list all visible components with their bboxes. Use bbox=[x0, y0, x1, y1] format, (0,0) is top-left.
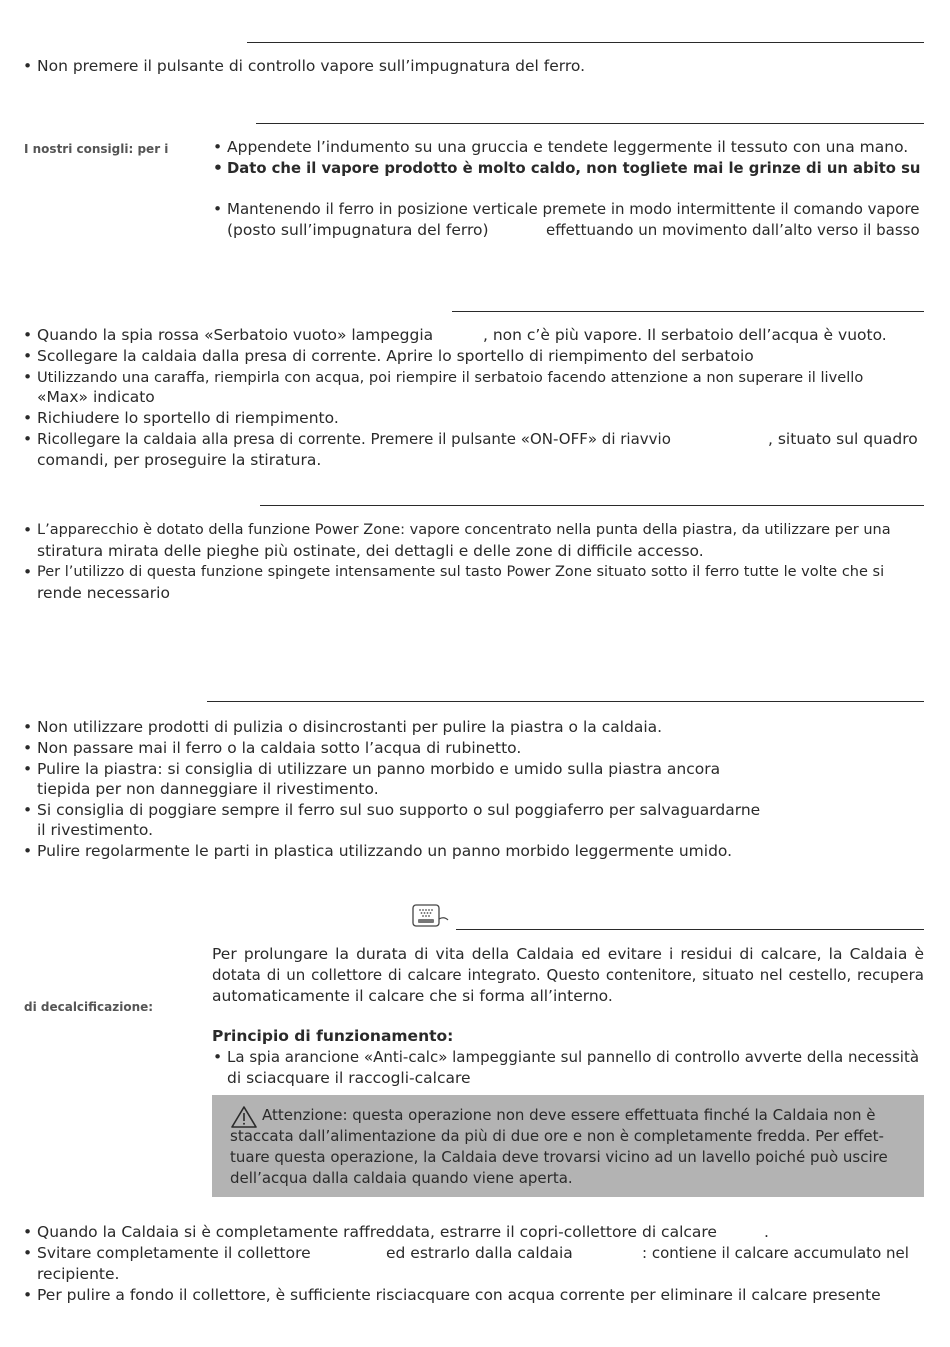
bullet: • bbox=[23, 1244, 33, 1262]
bullet: • bbox=[213, 200, 223, 218]
power-zone-bullet-2-line-1: Per l’utilizzo di questa funzione spingete intensamente sul tasto Power Zone situato sotto il ferro tutte le volte che si bbox=[37, 564, 885, 580]
bullet: • bbox=[213, 159, 223, 177]
power-zone-bullet-2-line-2: rende necessario bbox=[37, 584, 170, 602]
descale-bullet-2-line-1b: ed estrarlo dalla caldaia bbox=[386, 1244, 573, 1262]
descale-bullet-1a: Quando la Caldaia si è completamente raffreddata, estrarre il copri-collettore di calcare bbox=[37, 1223, 717, 1241]
descale-bullet-2-line-2: recipiente. bbox=[37, 1265, 120, 1283]
vertical-bullet-3-line-2a: (posto sull’impugnatura del ferro) bbox=[227, 221, 489, 239]
vertical-bullet-1: Appendete l’indumento su una gruccia e tendete leggermente il tessuto con una mano. bbox=[227, 138, 909, 156]
cleaning-bullet-4-line-1: Si consiglia di poggiare sempre il ferro sul suo supporto o sul poggiaferro per salvaguardarne bbox=[37, 801, 761, 819]
refill-bullet-1a: Quando la spia rossa «Serbatoio vuoto» lampeggia bbox=[37, 326, 434, 344]
section-rule bbox=[456, 929, 924, 930]
sidebar-label: di decalcificazione: bbox=[24, 1000, 154, 1014]
descale-bullet-2-line-1c: : contiene il calcare accumulato nel bbox=[642, 1244, 909, 1262]
refill-bullet-5-line-1b: , situato sul quadro bbox=[768, 430, 918, 448]
descale-bullet-1b: . bbox=[764, 1223, 769, 1241]
bullet: • bbox=[23, 739, 33, 757]
vertical-bullet-2: Dato che il vapore prodotto è molto caldo, non togliete mai le grinze di un abito su bbox=[227, 160, 921, 177]
bullet: • bbox=[23, 718, 33, 736]
descale-paragraph-line-1: Per prolungare la durata di vita della Caldaia ed evitare i residui di calcare, la Caldaia è bbox=[212, 945, 924, 963]
vertical-bullet-3-line-1: Mantenendo il ferro in posizione verticale premete in modo intermittente il comando vapore bbox=[227, 200, 920, 218]
refill-bullet-5-line-2: comandi, per proseguire la stiratura. bbox=[37, 451, 322, 469]
section-rule bbox=[207, 701, 924, 702]
bullet: • bbox=[23, 430, 33, 448]
steam-off-text: Non premere il pulsante di controllo vapore sull’impugnatura del ferro. bbox=[37, 57, 586, 75]
cleaning-bullet-2: Non passare mai il ferro o la caldaia sotto l’acqua di rubinetto. bbox=[37, 739, 522, 757]
descale-bullet-3: Per pulire a fondo il collettore, è sufficiente risciacquare con acqua corrente per eliminare il calcare presente bbox=[37, 1286, 881, 1304]
bullet: • bbox=[213, 1048, 223, 1066]
section-rule bbox=[247, 42, 924, 43]
refill-bullet-4: Richiudere lo sportello di riempimento. bbox=[37, 409, 339, 427]
sidebar-label: I nostri consigli: per i bbox=[24, 142, 169, 156]
bullet: • bbox=[23, 760, 33, 778]
refill-bullet-3-line-2: «Max» indicato bbox=[37, 388, 155, 406]
principle-title: Principio di funzionamento: bbox=[212, 1027, 454, 1045]
warning-line-4: dell’acqua dalla caldaia quando viene aperta. bbox=[230, 1169, 573, 1187]
cleaning-bullet-1: Non utilizzare prodotti di pulizia o disincrostanti per pulire la piastra o la caldaia. bbox=[37, 718, 663, 736]
refill-bullet-1b: , non c’è più vapore. Il serbatoio dell’acqua è vuoto. bbox=[483, 326, 887, 344]
power-zone-bullet-1-line-1: L’apparecchio è dotato della funzione Power Zone: vapore concentrato nella punta della piastra, da utilizzare per una bbox=[37, 522, 891, 538]
refill-bullet-2: Scollegare la caldaia dalla presa di corrente. Aprire lo sportello di riempimento del serbatoio bbox=[37, 347, 754, 365]
cleaning-bullet-3-line-1: Pulire la piastra: si consiglia di utilizzare un panno morbido e umido sulla piastra ancora bbox=[37, 760, 721, 778]
warning-line-1: Attenzione: questa operazione non deve essere effettuata finché la Caldaia non è bbox=[262, 1106, 876, 1124]
bullet: • bbox=[23, 57, 33, 75]
descale-bullet-2-line-1a: Svitare completamente il collettore bbox=[37, 1244, 311, 1262]
bullet: • bbox=[23, 521, 33, 539]
bullet: • bbox=[23, 1286, 33, 1304]
principle-bullet-line-2: di sciacquare il raccogli-calcare bbox=[227, 1069, 471, 1087]
power-zone-bullet-1-line-2: stiratura mirata delle pieghe più ostinate, dei dettagli e delle zone di difficile accesso. bbox=[37, 542, 704, 560]
descale-paragraph-line-3: automaticamente il calcare che si forma all’interno. bbox=[212, 987, 613, 1005]
section-rule bbox=[256, 123, 924, 124]
section-rule bbox=[452, 311, 924, 312]
bullet: • bbox=[23, 1223, 33, 1241]
warning-callout bbox=[212, 1095, 924, 1197]
bullet: • bbox=[23, 563, 33, 581]
refill-bullet-3-line-1: Utilizzando una caraffa, riempirla con acqua, poi riempire il serbatoio facendo attenzione a non superare il livello bbox=[37, 369, 864, 386]
anti-calc-collector-icon bbox=[412, 904, 452, 928]
bullet: • bbox=[23, 801, 33, 819]
bullet: • bbox=[23, 326, 33, 344]
bullet: • bbox=[23, 368, 33, 386]
cleaning-bullet-5: Pulire regolarmente le parti in plastica utilizzando un panno morbido leggermente umido. bbox=[37, 842, 733, 860]
principle-bullet-line-1: La spia arancione «Anti-calc» lampeggiante sul pannello di controllo avverte della necessità bbox=[227, 1048, 920, 1066]
section-rule bbox=[260, 505, 924, 506]
vertical-bullet-3-line-2b: effettuando un movimento dall’alto verso il basso bbox=[546, 221, 920, 239]
bullet: • bbox=[213, 138, 223, 156]
bullet: • bbox=[23, 347, 33, 365]
cleaning-bullet-3-line-2: tiepida per non danneggiare il rivestimento. bbox=[37, 780, 379, 798]
warning-line-2: staccata dall’alimentazione da più di due ore e non è completamente fredda. Per effet- bbox=[230, 1127, 884, 1145]
bullet: • bbox=[23, 409, 33, 427]
refill-bullet-5-line-1a: Ricollegare la caldaia alla presa di corrente. Premere il pulsante «ON-OFF» di riavvio bbox=[37, 430, 671, 448]
cleaning-bullet-4-line-2: il rivestimento. bbox=[37, 821, 154, 839]
bullet: • bbox=[23, 842, 33, 860]
warning-line-3: tuare questa operazione, la Caldaia deve trovarsi vicino ad un lavello poiché può uscire bbox=[230, 1148, 888, 1166]
descale-paragraph-line-2: dotata di un collettore di calcare integrato. Questo contenitore, situato nel cestello, recupera bbox=[212, 966, 924, 984]
